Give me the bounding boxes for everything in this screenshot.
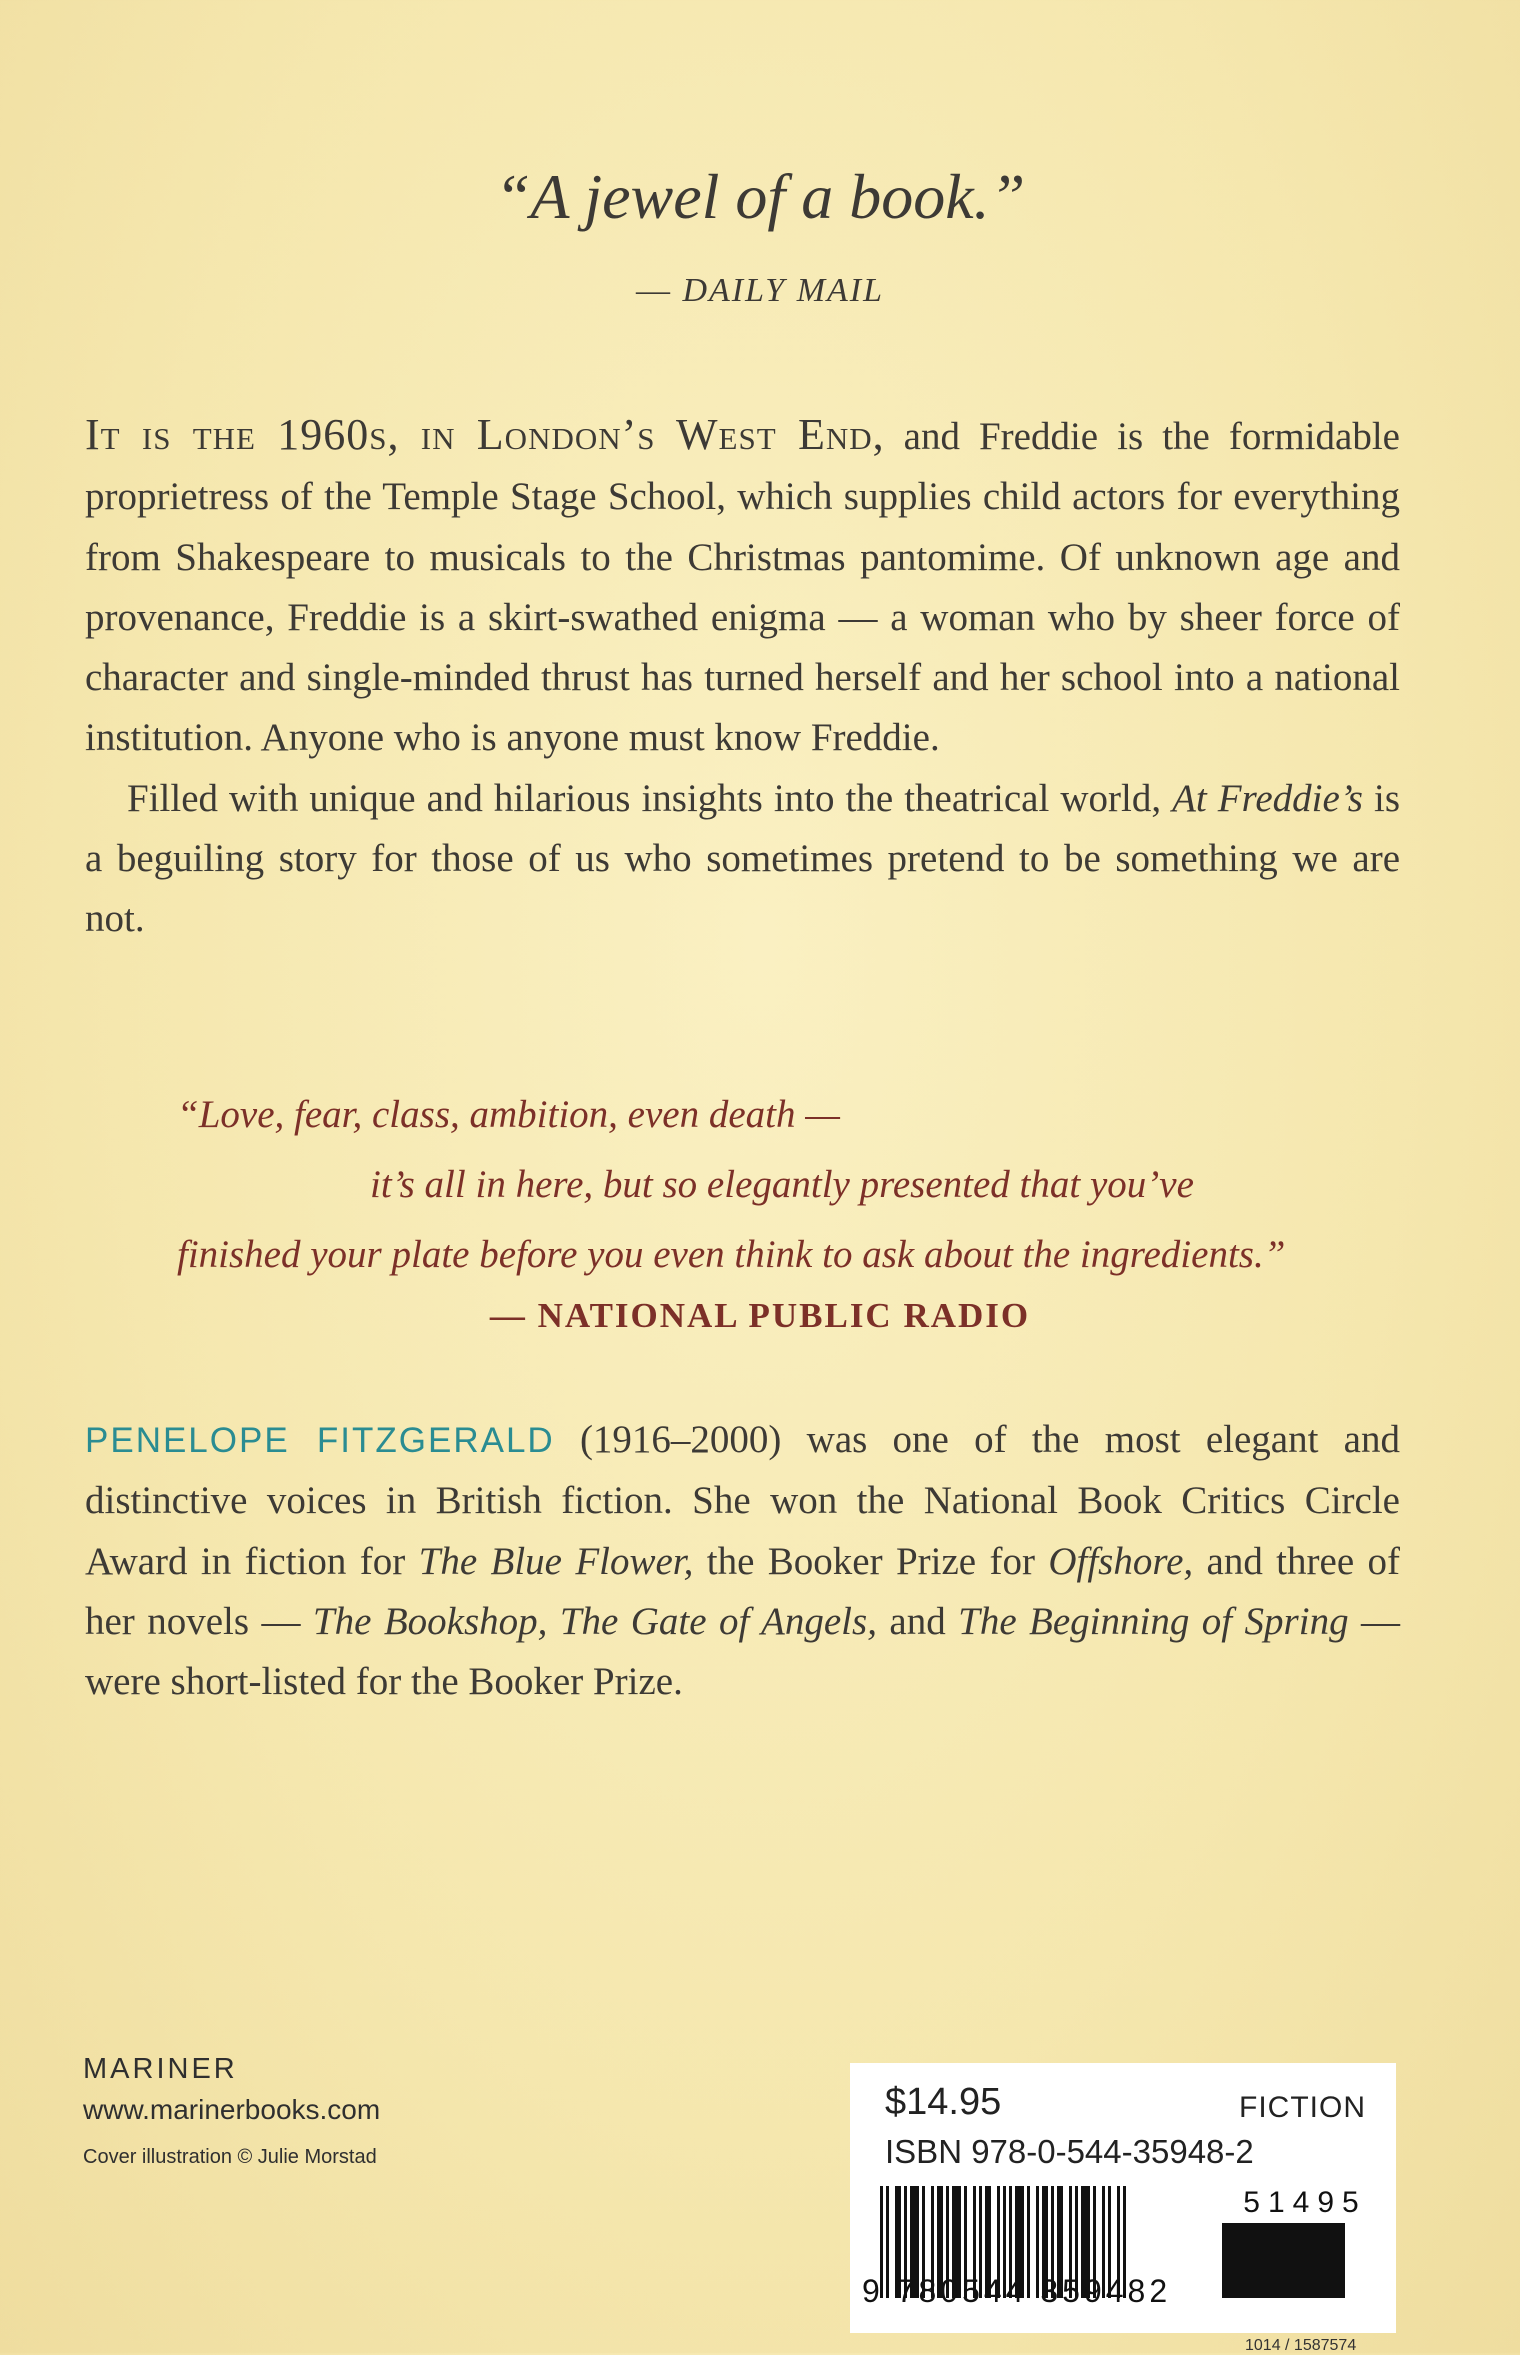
npr-quote-line-1: “Love, fear, class, ambition, even death — (177, 1093, 840, 1136)
author-bio (85, 1410, 1400, 1712)
npr-quote-line-3: finished your plate before you even think to ask about the ingredients.” (177, 1233, 1286, 1276)
blurb-paragraph-1 (85, 405, 1400, 769)
blurb-p2-start: Filled with unique and hilarious insights into the theatrical world, (127, 776, 1173, 820)
barcode-digits: 9 780544 359482 (862, 2273, 1172, 2309)
isbn: ISBN 978-0-544-35948-2 (885, 2133, 1254, 2170)
attribution-source: DAILY MAIL (682, 272, 885, 309)
blurb-book-title: At Freddie’s (1172, 776, 1363, 820)
author-name: PENELOPE FITZGERALD (85, 1421, 555, 1460)
barcode-box (850, 2063, 1396, 2333)
print-code: 1014 / 1587574 (1245, 2337, 1357, 2354)
blurb-paragraph-2 (85, 769, 1400, 950)
bio-text-4: and (876, 1599, 959, 1643)
book-blurb (85, 405, 1400, 950)
bio-text-2: the Booker Prize for (693, 1539, 1049, 1583)
publisher-name: MARINER (83, 2053, 238, 2085)
blurb-p2-rest: is a beguiling story for those of us who sometimes pretend to be something we are not. (85, 776, 1400, 941)
blurb-p1-text: and Freddie is the formidable proprietress of the Temple Stage School, which supplies child actors for everything from Shakespeare to musicals to the Christmas pantomime. Of unknown age and provenance, Freddie is a skirt-swathed enigma — a woman who by sheer force of character and single-minded thrust has turned herself and her school into a national institution. Anyone who is anyone must know Freddie. (85, 415, 1400, 760)
top-review-attribution (0, 272, 1520, 310)
bio-book-1: The Blue Flower, (418, 1539, 694, 1583)
cover-credit: Cover illustration © Julie Morstad (83, 2146, 377, 2168)
bio-text-5: — were short-listed for the Booker Prize. (85, 1599, 1401, 1704)
top-review-quote: “A jewel of a book.” (494, 161, 1026, 232)
price: $14.95 (885, 2081, 1002, 2123)
bio-book-3: The Bookshop, The Gate of Angels, (312, 1599, 877, 1643)
npr-quote-line-2: it’s all in here, but so elegantly presented that you’ve (370, 1163, 1194, 1206)
blurb-lead-in: It is the 1960s, in London’s West End, (85, 410, 885, 459)
genre-label: FICTION (1239, 2091, 1366, 2124)
attribution-dash: — (635, 272, 672, 309)
addon-digits: 51495 (1243, 2186, 1367, 2219)
bio-book-2: Offshore, (1048, 1539, 1194, 1583)
bio-book-4: The Beginning of Spring (958, 1599, 1349, 1643)
barcode-stripe (1342, 2223, 1345, 2298)
bio-text-3: and three of her novels — (85, 1539, 1400, 1643)
bio-text-1: (1916–2000) was one of the most elegant and distinctive voices in British fiction. She won the National Book Critics Circle Award in fiction for (85, 1418, 1400, 1583)
publisher-block (83, 2053, 380, 2169)
addon-barcode-graphic (1222, 2223, 1382, 2298)
npr-attribution: — NATIONAL PUBLIC RADIO (489, 1296, 1031, 1335)
publisher-url: www.marinerbooks.com (83, 2094, 381, 2125)
